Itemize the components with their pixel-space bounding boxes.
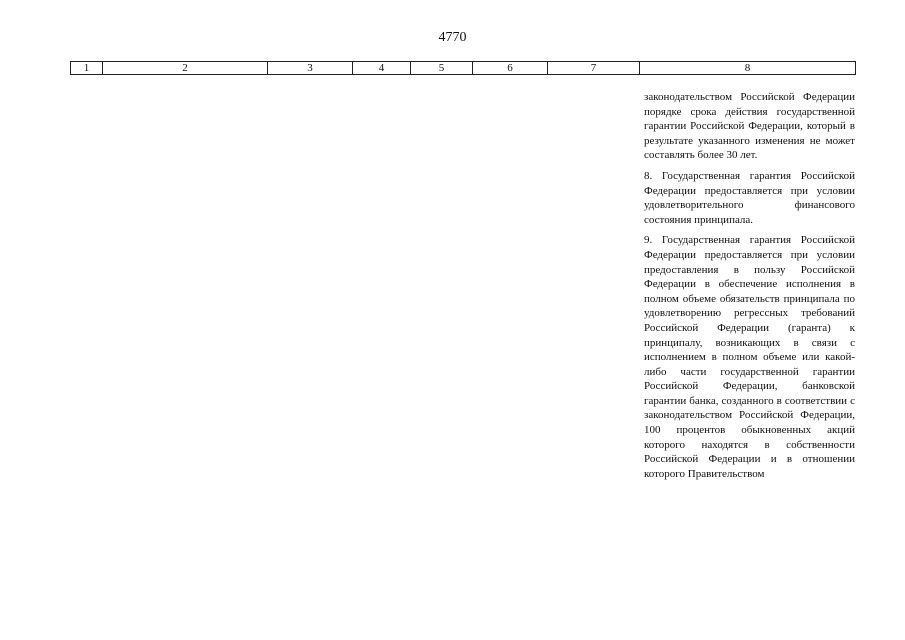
paragraph-9: 9. Государственная гарантия Российской Федерации предоставляется при условии предоставления в пользу Российской Федерации в обеспечение исполнения в полном объеме обязательств принципала по удовлетворению регрессных требований Российской Федерации (гаранта) к принципалу, возникающих в связи с исполнением в полном объеме или какой-либо части государственной гарантии Российской Федерации, банковской гарантии банка, созданного в соответствии с законодательством Российской Федерации, 100 процентов обыкновенных акций которого находятся в собственности Российской Федерации и в отношении которого Правительством — [644, 234, 855, 480]
page-number: 4770 — [438, 30, 467, 45]
column-number-2: 2 — [103, 62, 268, 75]
column-number-3: 3 — [268, 62, 353, 75]
column-number-6: 6 — [473, 62, 548, 75]
column-number-7: 7 — [548, 62, 640, 75]
paragraph-8: 8. Государственная гарантия Российской Федерации предоставляется при условии удовлетворительного финансового состояния принципала. — [644, 169, 855, 226]
column-header-table — [70, 61, 856, 75]
column-number-1: 1 — [71, 62, 103, 75]
column-8-text — [644, 90, 855, 481]
paragraph-continuation: законодательством Российской Федерации порядке срока действия государственной гарантии Российской Федерации, который в результате указанного изменения не может составлять более 30 лет. — [644, 91, 855, 162]
column-number-5: 5 — [411, 62, 473, 75]
column-header-row — [71, 62, 856, 75]
column-number-8: 8 — [640, 62, 856, 75]
column-number-4: 4 — [353, 62, 411, 75]
